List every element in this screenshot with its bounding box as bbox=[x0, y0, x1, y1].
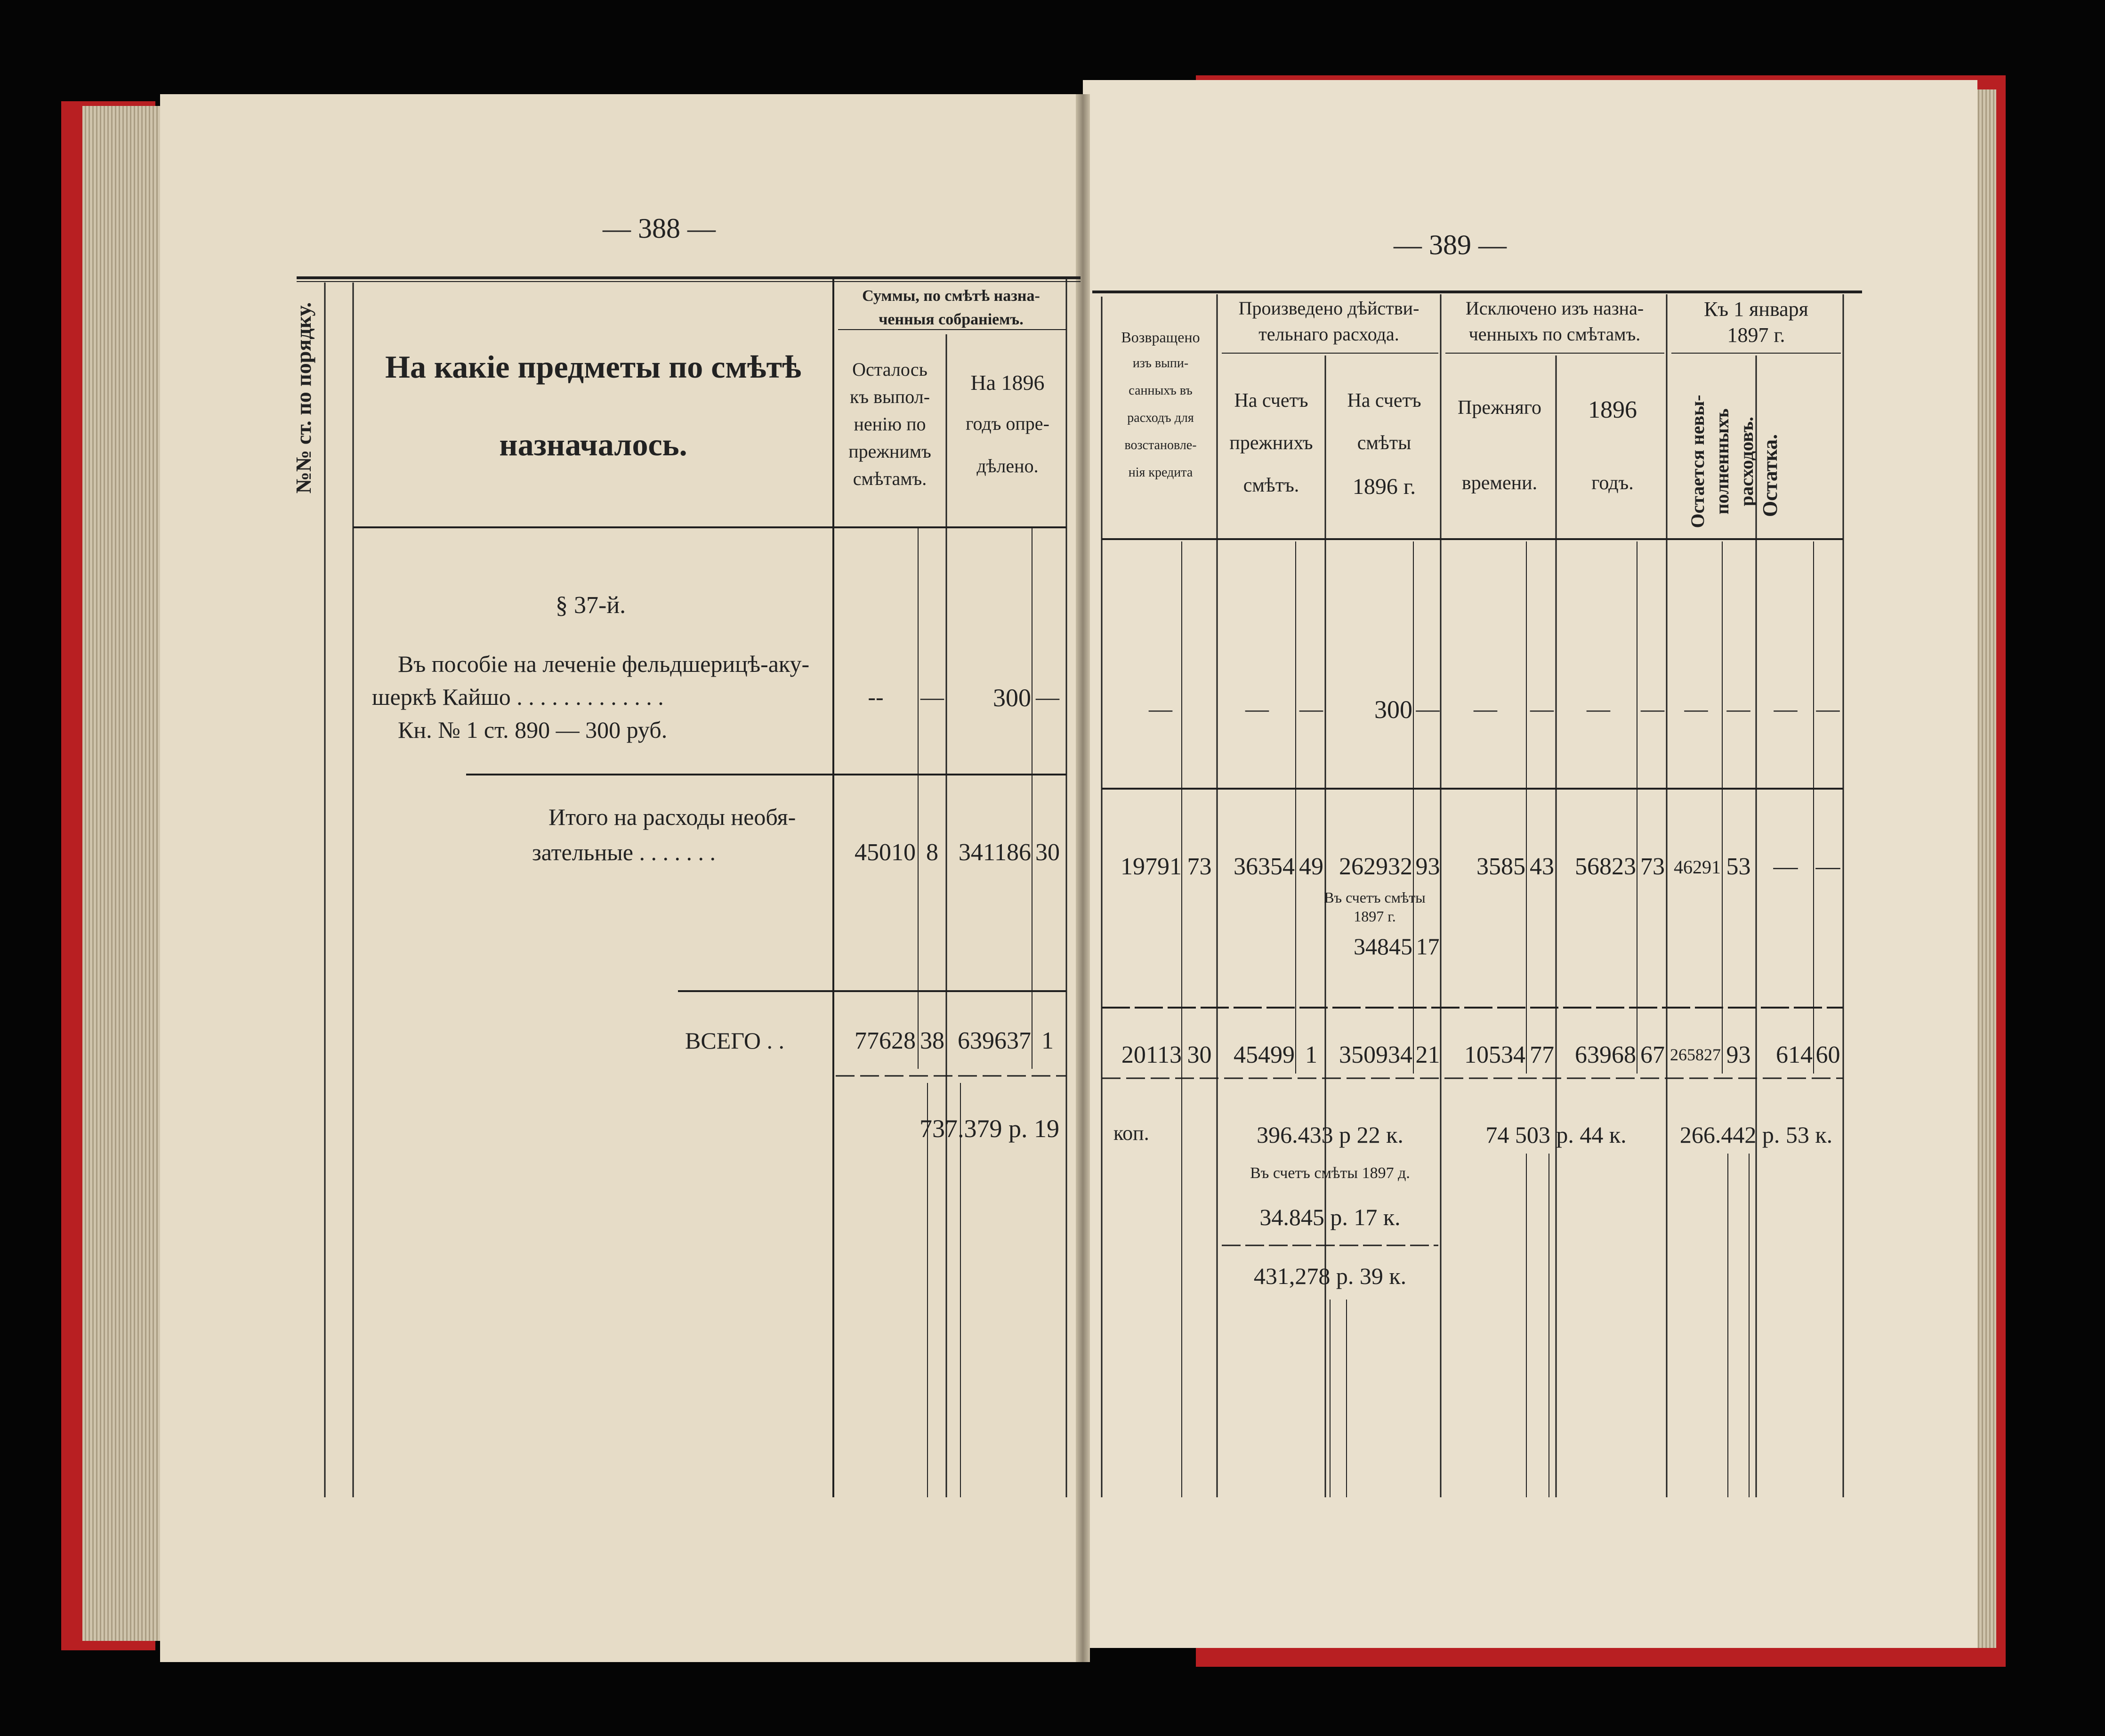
r-total-unfulfilled-rubles: 46291 bbox=[1674, 856, 1721, 878]
header-1896-year-line: 1896 bbox=[1588, 396, 1637, 423]
actual-note-sum: 34.845 р. 17 к. bbox=[1259, 1204, 1401, 1230]
header-prev-estimates-block bbox=[1217, 391, 1325, 518]
r-total-balance-kopecks: — bbox=[1815, 853, 1840, 880]
header-balance-vertical: Остатка. bbox=[1758, 434, 1782, 517]
header-prev-time-line: времени. bbox=[1461, 472, 1538, 494]
total-optional-1896-rubles: 341186 bbox=[958, 839, 1031, 866]
r-grand-prev-kopecks: 1 bbox=[1305, 1042, 1317, 1068]
jan-sum: 266.442 р. 53 к. bbox=[1679, 1122, 1833, 1148]
r-item-balance-kopecks: — bbox=[1816, 695, 1840, 722]
header-remaining-block bbox=[836, 360, 944, 497]
header-sums-group-line1: Суммы, по смѣтѣ назна- bbox=[862, 287, 1040, 305]
r-total-1896-rubles: 262932 bbox=[1339, 853, 1412, 880]
item-1896-kopecks: — bbox=[1036, 684, 1059, 710]
r-total-note-1897-rubles: 34845 bbox=[1354, 933, 1412, 960]
grand-sum-left: 737.379 р. 19 bbox=[919, 1114, 1059, 1143]
book-gutter bbox=[1076, 94, 1090, 1662]
r-total-balance-rubles: — bbox=[1773, 853, 1798, 880]
header-sums-group-line2: ченныя собраніемъ. bbox=[879, 311, 1024, 328]
total-optional-remaining-rubles: 45010 bbox=[855, 839, 916, 866]
header-est1896-block bbox=[1328, 391, 1441, 518]
actual-note: Въ счетъ смѣты 1897 д. bbox=[1250, 1164, 1410, 1182]
header-jan-group-line1: Къ 1 января bbox=[1704, 298, 1808, 321]
r-grand-returned-kopecks: 30 bbox=[1187, 1042, 1212, 1068]
grand-1896-rubles: 639637 bbox=[958, 1027, 1031, 1054]
header-returned-line: изъ выпи- bbox=[1132, 356, 1189, 371]
r-grand-prev-rubles: 45499 bbox=[1234, 1042, 1295, 1068]
r-grand-unfulfilled-kopecks: 93 bbox=[1726, 1042, 1751, 1068]
r-item-prev-kopecks: — bbox=[1299, 695, 1323, 722]
r-total-note-1897-kopecks: 17 bbox=[1416, 933, 1440, 960]
grand-remaining-kopecks: 38 bbox=[920, 1027, 944, 1054]
header-returned-line: расходъ для bbox=[1127, 411, 1194, 425]
item-remaining-kopecks: — bbox=[920, 684, 944, 710]
total-optional-line-1: Итого на расходы необя- bbox=[548, 804, 796, 830]
r-total-excl-prev-kopecks: 43 bbox=[1530, 853, 1554, 880]
r-total-excl-1896-rubles: 56823 bbox=[1575, 853, 1636, 880]
header-actual-group-line2: тельнаго расхода. bbox=[1258, 323, 1399, 345]
page-number-388: — 388 — bbox=[603, 213, 716, 244]
r-item-excl-prev-kopecks: — bbox=[1530, 695, 1554, 722]
grand-total-label: ВСЕГО . . bbox=[685, 1027, 785, 1054]
r-grand-excl-1896-kopecks: 67 bbox=[1640, 1042, 1665, 1068]
header-remaining-line: Осталось bbox=[852, 359, 927, 380]
r-item-excl-1896-rubles: — bbox=[1587, 695, 1610, 722]
r-total-returned-kopecks: 73 bbox=[1187, 853, 1212, 880]
header-returned-block bbox=[1104, 330, 1217, 493]
header-subject-line1: На какіе предметы по смѣтѣ bbox=[385, 349, 801, 385]
r-grand-unfulfilled-rubles: 265827 bbox=[1670, 1045, 1721, 1064]
header-returned-line: возстановле- bbox=[1124, 438, 1197, 452]
section-heading: § 37-й. bbox=[556, 592, 626, 619]
r-grand-excl-prev-rubles: 10534 bbox=[1464, 1042, 1525, 1068]
actual-sum: 396.433 р 22 к. bbox=[1257, 1122, 1403, 1148]
header-excluded-group-line1: Исключено изъ назна- bbox=[1465, 298, 1644, 319]
header-prev-time-block bbox=[1443, 398, 1556, 516]
item-remaining-rubles: -- bbox=[868, 684, 884, 710]
r-item-1896-kopecks: — bbox=[1416, 695, 1440, 722]
r-item-1896-rubles: 300 bbox=[1374, 695, 1412, 724]
r-total-unfulfilled-kopecks: 53 bbox=[1726, 853, 1751, 880]
header-returned-line: нія кредита bbox=[1128, 465, 1193, 480]
excluded-sum: 74 503 р. 44 к. bbox=[1485, 1122, 1627, 1148]
header-remaining-line: ненію по bbox=[854, 413, 926, 435]
item-1896-rubles: 300 bbox=[993, 684, 1031, 712]
header-returned-line: Возвращено bbox=[1121, 329, 1200, 346]
r-total-1896-kopecks: 93 bbox=[1415, 853, 1440, 880]
page-number-389: — 389 — bbox=[1394, 229, 1507, 260]
r-grand-balance-rubles: 614 bbox=[1776, 1042, 1813, 1068]
header-1896-line: дѣлено. bbox=[976, 455, 1039, 476]
header-prev-estimates-line: прежнихъ bbox=[1229, 432, 1313, 454]
r-total-excl-1896-kopecks: 73 bbox=[1640, 853, 1665, 880]
r-grand-excl-prev-kopecks: 77 bbox=[1530, 1042, 1554, 1068]
header-remaining-line: къ выпол- bbox=[849, 386, 930, 407]
r-total-prev-rubles: 36354 bbox=[1234, 853, 1295, 880]
header-column-number: №№ ст. по порядку. bbox=[291, 302, 315, 494]
header-est1896-line: смѣты bbox=[1357, 432, 1411, 454]
header-remaining-line: прежнимъ bbox=[848, 441, 931, 462]
kopecks-label: коп. bbox=[1113, 1122, 1149, 1145]
total-optional-1896-kopecks: 30 bbox=[1035, 839, 1060, 866]
r-total-prev-kopecks: 49 bbox=[1299, 853, 1323, 880]
header-returned-line: санныхъ въ bbox=[1129, 383, 1193, 398]
grand-1896-kopecks: 1 bbox=[1041, 1027, 1054, 1054]
page-edges-left bbox=[82, 106, 172, 1641]
header-prev-estimates-line: На счетъ bbox=[1234, 390, 1308, 412]
r-item-returned: — bbox=[1149, 695, 1172, 722]
actual-total: 431,278 р. 39 к. bbox=[1253, 1263, 1407, 1289]
r-total-note-1897-line1: Въ счетъ смѣты bbox=[1324, 889, 1426, 906]
header-est1896-line: 1896 г. bbox=[1352, 474, 1416, 499]
header-est1896-line: На счетъ bbox=[1347, 390, 1421, 412]
item-line-2: шеркѣ Кайшо . . . . . . . . . . . . . bbox=[372, 684, 664, 710]
r-grand-1896-kopecks: 21 bbox=[1415, 1042, 1440, 1068]
r-item-balance-rubles: — bbox=[1774, 695, 1798, 722]
r-grand-excl-1896-rubles: 63968 bbox=[1575, 1042, 1636, 1068]
header-jan-group-line2: 1897 г. bbox=[1727, 323, 1785, 347]
item-line-1: Въ пособіе на леченіе фельдшерицѣ-аку- bbox=[398, 651, 810, 677]
header-subject-line2: назначалось. bbox=[499, 427, 687, 462]
r-item-excl-prev-rubles: — bbox=[1474, 695, 1497, 722]
r-item-excl-1896-kopecks: — bbox=[1641, 695, 1664, 722]
header-1896-year-line: годъ. bbox=[1591, 472, 1634, 494]
r-item-unfulfilled-rubles: — bbox=[1684, 695, 1708, 722]
header-excluded-group-line2: ченныхъ по смѣтамъ. bbox=[1468, 323, 1641, 345]
r-total-returned-rubles: 19791 bbox=[1121, 853, 1182, 880]
r-total-note-1897-line2: 1897 г. bbox=[1354, 908, 1396, 925]
grand-remaining-rubles: 77628 bbox=[855, 1027, 916, 1054]
item-line-3: Кн. № 1 ст. 890 — 300 руб. bbox=[398, 717, 668, 743]
total-optional-line-2: зательные . . . . . . . bbox=[532, 839, 716, 865]
header-unfulfilled-vertical: Остается невы- полненныхъ расходовъ. bbox=[1687, 395, 1757, 528]
header-remaining-line: смѣтамъ. bbox=[853, 468, 927, 489]
r-grand-balance-kopecks: 60 bbox=[1815, 1042, 1840, 1068]
total-optional-remaining-kopecks: 8 bbox=[926, 839, 938, 866]
header-prev-time-line: Прежняго bbox=[1458, 397, 1541, 419]
r-item-prev-rubles: — bbox=[1245, 695, 1269, 722]
header-1896-line: годъ опре- bbox=[966, 413, 1049, 434]
header-1896-block bbox=[949, 372, 1066, 499]
header-1896-year-block bbox=[1558, 398, 1667, 516]
header-actual-group-line1: Произведено дѣйстви- bbox=[1238, 298, 1419, 319]
r-total-excl-prev-rubles: 3585 bbox=[1476, 853, 1525, 880]
r-grand-1896-rubles: 350934 bbox=[1339, 1042, 1412, 1068]
r-grand-returned-rubles: 20113 bbox=[1121, 1042, 1182, 1068]
r-item-unfulfilled-kopecks: — bbox=[1726, 695, 1750, 722]
header-prev-estimates-line: смѣтъ. bbox=[1243, 475, 1299, 496]
header-1896-line: На 1896 bbox=[970, 371, 1045, 395]
